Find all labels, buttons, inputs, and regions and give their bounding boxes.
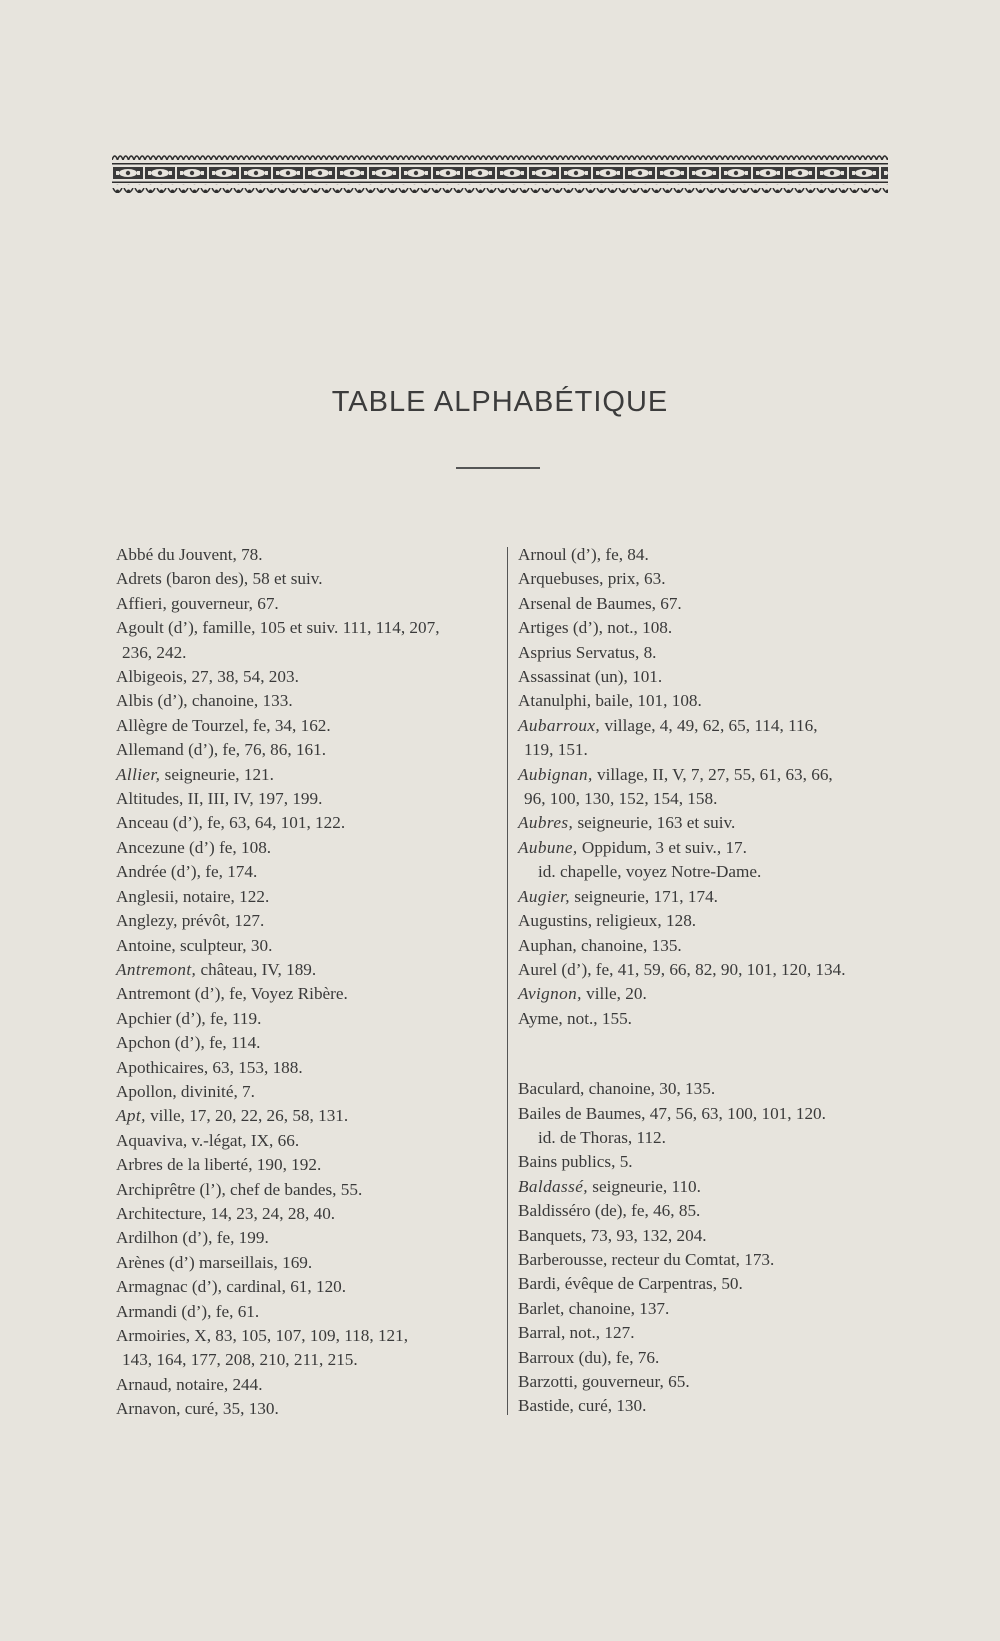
index-entry: [518, 592, 898, 616]
entry-references: ville, 17, 20, 22, 26, 58, 131.: [145, 1106, 349, 1126]
index-entry: [518, 1224, 898, 1248]
letter-gap: [518, 1031, 898, 1077]
entry-heading: Aurel (d’), fe,: [518, 959, 614, 979]
entry-heading: Allier,: [116, 764, 161, 784]
entry-references: 61.: [233, 1301, 260, 1321]
index-entry: [116, 763, 496, 787]
index-entry: [116, 787, 496, 811]
entry-references: 8.: [639, 642, 657, 662]
entry-heading: Apollon, divinité,: [116, 1081, 238, 1101]
entry-heading: Augustins, religieux,: [518, 911, 662, 931]
entry-references: 133.: [258, 691, 293, 711]
index-entry: [116, 1275, 496, 1299]
entry-references: seigneurie, 171, 174.: [569, 886, 718, 906]
entry-references: village, II, V, 7, 27, 55, 61, 63, 66,: [592, 764, 833, 784]
entry-heading: Bains publics,: [518, 1152, 616, 1172]
index-entry: [518, 836, 898, 860]
entry-references: 135.: [647, 935, 682, 955]
entry-references: 137.: [634, 1298, 670, 1318]
index-entry: [518, 1346, 898, 1370]
index-entry: [518, 1248, 898, 1272]
entry-heading: Baculard, chanoine,: [518, 1079, 655, 1099]
entry-heading: Asprius Servatus,: [518, 642, 640, 662]
entry-references: II, III, IV, 197, 199.: [183, 789, 323, 809]
entry-heading: Armagnac (d’), cardinal,: [116, 1277, 286, 1297]
entry-references: 35, 130.: [218, 1399, 279, 1419]
entry-references: 78.: [236, 545, 263, 564]
title-rule: [456, 467, 540, 469]
entry-heading: Armoiries,: [116, 1326, 190, 1345]
entry-heading: Agoult (d’), famille,: [116, 618, 256, 638]
index-entry: [116, 958, 496, 982]
entry-heading: Anglesii, notaire,: [116, 886, 235, 906]
entry-references: 61, 120.: [285, 1277, 347, 1297]
entry-references: 174.: [222, 862, 258, 882]
entry-heading: Arnoul (d’), fe,: [518, 545, 623, 564]
entry-continuation: 236, 242.: [122, 642, 187, 662]
entry-references: 173.: [739, 1249, 775, 1269]
entry-heading: Albis (d’), chanoine,: [116, 691, 259, 711]
entry-heading: Allègre de Tourzel, fe,: [116, 715, 271, 735]
entry-heading: Apt,: [116, 1106, 146, 1126]
entry-references: 130.: [612, 1396, 647, 1416]
index-entry: [518, 1370, 898, 1394]
entry-references: 27, 38, 54, 203.: [187, 667, 299, 687]
index-entry: [518, 885, 898, 909]
entry-heading: Baldassé,: [518, 1176, 588, 1196]
entry-heading: Affieri, gouverneur,: [116, 593, 253, 613]
index-entry: [518, 909, 898, 933]
entry-heading: Archiprêtre (l’), chef de bandes,: [116, 1179, 337, 1199]
index-entry: [116, 567, 496, 591]
entry-continuation: 96, 100, 130, 152, 154, 158.: [524, 789, 718, 809]
entry-heading: Auphan, chanoine,: [518, 935, 648, 955]
entry-references: 101, 108.: [633, 691, 702, 711]
entry-heading: Anglezy, prévôt,: [116, 911, 230, 931]
entry-references: 114.: [226, 1033, 261, 1053]
entry-heading: Bailes de Baumes,: [518, 1103, 646, 1123]
index-entry: [116, 934, 496, 958]
index-entry: [116, 885, 496, 909]
index-entry: [116, 1129, 496, 1153]
entry-heading: Arquebuses, prix,: [518, 569, 640, 589]
index-entry: [116, 1031, 496, 1055]
index-entry: [518, 1126, 898, 1150]
index-entry: [116, 1007, 496, 1031]
entry-references: 50.: [717, 1274, 743, 1294]
entry-heading: Arnavon, curé,: [116, 1399, 219, 1419]
index-entry: [116, 1251, 496, 1275]
entry-references: 155.: [597, 1008, 632, 1028]
index-entry: [518, 714, 898, 763]
entry-references: 199.: [234, 1228, 269, 1248]
entry-heading: Arsenal de Baumes,: [518, 593, 656, 613]
entry-references: 122.: [234, 886, 270, 906]
entry-references: chapelle, voyez Notre-Dame.: [555, 862, 762, 882]
entry-references: 14, 23, 24, 28, 40.: [206, 1203, 336, 1223]
index-entry: [518, 567, 898, 591]
index-entry: [116, 1104, 496, 1128]
entry-references: 34, 162.: [270, 715, 331, 735]
index-entry: [116, 1373, 496, 1397]
entry-heading: Barberousse, recteur du Comtat,: [518, 1249, 740, 1269]
entry-references: Oppidum, 3 et suiv., 17.: [577, 837, 747, 857]
index-entry: [116, 592, 496, 616]
entry-heading: Barzotti, gouverneur,: [518, 1372, 664, 1391]
index-entry: [116, 1080, 496, 1104]
entry-references: 244.: [228, 1374, 263, 1394]
index-entry: [518, 641, 898, 665]
entry-references: seigneurie, 163 et suiv.: [573, 813, 736, 833]
index-entry: [518, 689, 898, 713]
index-entry: [116, 836, 496, 860]
entry-heading: Aquaviva, v.-légat,: [116, 1130, 247, 1150]
index-entry: [518, 1272, 898, 1296]
entry-references: 76, 86, 161.: [240, 740, 327, 760]
entry-heading: Aubres,: [518, 813, 574, 833]
index-entry: [518, 1077, 898, 1101]
entry-references: 105 et suiv. 111, 114, 207,: [255, 618, 440, 638]
entry-heading: Bastide, curé,: [518, 1396, 613, 1416]
index-entry: [518, 1321, 898, 1345]
index-entry: [518, 616, 898, 640]
entry-heading: Avignon,: [518, 984, 582, 1004]
entry-references: seigneurie, 121.: [160, 764, 274, 784]
entry-heading: Barlet, chanoine,: [518, 1298, 635, 1318]
index-entry: [518, 958, 898, 982]
entry-heading: Antremont,: [116, 959, 197, 979]
entry-heading: Ardilhon (d’), fe,: [116, 1228, 235, 1248]
index-entry: [116, 909, 496, 933]
index-entry: [116, 1300, 496, 1324]
entry-heading: Allemand (d’), fe,: [116, 740, 241, 760]
index-entry: [116, 665, 496, 689]
entry-references: 65.: [663, 1372, 690, 1391]
entry-heading: Ancezune (d’) fe,: [116, 837, 237, 857]
entry-references: 127.: [229, 911, 265, 931]
index-entry: [518, 1297, 898, 1321]
index-entry: [518, 1175, 898, 1199]
entry-references: village, 4, 49, 62, 65, 114, 116,: [600, 715, 818, 735]
entry-references: 73, 93, 132, 204.: [586, 1225, 707, 1245]
index-entry: [518, 934, 898, 958]
entry-heading: Adrets (baron des),: [116, 569, 249, 589]
index-entry: [116, 1226, 496, 1250]
entry-heading: Altitudes,: [116, 789, 184, 809]
entry-references: 190, 192.: [252, 1155, 322, 1175]
entry-heading: Aubune,: [518, 837, 578, 857]
index-entry: [116, 689, 496, 713]
decorative-header-band: [112, 152, 888, 196]
entry-heading: Apothicaires,: [116, 1057, 209, 1077]
entry-references: 58 et suiv.: [248, 569, 323, 589]
index-entry: [116, 1178, 496, 1202]
index-entry: [518, 1199, 898, 1223]
entry-heading: Apchon (d’), fe,: [116, 1033, 227, 1053]
entry-heading: Barroux (du), fe,: [518, 1347, 634, 1367]
index-entry: [116, 1397, 496, 1421]
entry-continuation: 143, 164, 177, 208, 210, 211, 215.: [122, 1350, 358, 1370]
entry-references: 84.: [623, 545, 649, 564]
entry-references: 169.: [277, 1252, 313, 1272]
entry-references: 108.: [236, 837, 272, 857]
entry-heading: Bardi, évêque de Carpentras,: [518, 1274, 718, 1294]
index-entry: [518, 1007, 898, 1031]
index-entry: [518, 763, 898, 812]
entry-references: 67.: [252, 593, 279, 613]
index-entry: [518, 860, 898, 884]
entry-references: 76.: [633, 1347, 660, 1367]
entry-heading: Antoine, sculpteur,: [116, 935, 247, 955]
entry-references: 7.: [237, 1081, 255, 1101]
entry-references: 63, 64, 101, 122.: [224, 813, 346, 833]
entry-heading: Assassinat (un),: [518, 667, 628, 687]
entry-heading: Abbé du Jouvent,: [116, 545, 237, 564]
entry-references: château, IV, 189.: [196, 959, 317, 979]
entry-references: seigneurie, 110.: [587, 1176, 701, 1196]
entry-references: 30, 135.: [654, 1079, 716, 1099]
index-group-a: [518, 543, 898, 1031]
entry-references: Voyez Ribère.: [246, 984, 348, 1004]
entry-heading: id.: [538, 862, 556, 882]
entry-references: ville, 20.: [581, 984, 647, 1004]
entry-heading: Aubignan,: [518, 764, 593, 784]
index-entry: [116, 1056, 496, 1080]
entry-heading: Banquets,: [518, 1225, 587, 1245]
index-entry: [116, 714, 496, 738]
entry-references: X, 83, 105, 107, 109, 118, 121,: [190, 1326, 409, 1345]
entry-heading: Aubarroux,: [518, 715, 601, 735]
index-entry: [116, 1324, 496, 1373]
index-entry: [518, 1150, 898, 1174]
index-entry: [116, 860, 496, 884]
index-entry: [116, 982, 496, 1006]
entry-heading: Barral, not.,: [518, 1323, 601, 1343]
entry-heading: id.: [538, 1127, 556, 1147]
entry-heading: Baldisséro (de), fe,: [518, 1201, 649, 1221]
index-entry: [518, 982, 898, 1006]
index-entry: [518, 665, 898, 689]
entry-heading: Albigeois,: [116, 667, 188, 687]
index-entry: [518, 1394, 898, 1418]
entry-heading: Apchier (d’), fe,: [116, 1008, 228, 1028]
entry-references: 5.: [615, 1152, 633, 1172]
index-entry: [116, 811, 496, 835]
index-entry: [116, 616, 496, 665]
index-entry: [518, 811, 898, 835]
entry-references: 63, 153, 188.: [208, 1057, 303, 1077]
entry-references: 63.: [639, 569, 666, 589]
entry-references: 41, 59, 66, 82, 90, 101, 120, 134.: [613, 959, 846, 979]
index-entry: [116, 1202, 496, 1226]
entry-references: 67.: [655, 593, 682, 613]
entry-heading: Arnaud, notaire,: [116, 1374, 229, 1394]
entry-continuation: 119, 151.: [524, 740, 588, 760]
entry-references: 46, 85.: [648, 1201, 701, 1221]
entry-heading: Artiges (d’), not.,: [518, 618, 638, 638]
entry-heading: Armandi (d’), fe,: [116, 1301, 234, 1321]
index-group-b: [518, 1077, 898, 1419]
entry-references: 128.: [661, 911, 697, 931]
entry-references: 30.: [246, 935, 273, 955]
page-title: TABLE ALPHABÉTIQUE: [331, 386, 669, 418]
entry-references: 119.: [227, 1008, 262, 1028]
entry-heading: Arbres de la liberté,: [116, 1155, 253, 1175]
entry-references: 47, 56, 63, 100, 101, 120.: [645, 1103, 826, 1123]
entry-references: 127.: [600, 1323, 635, 1343]
entry-heading: Ayme, not.,: [518, 1008, 598, 1028]
entry-heading: Architecture,: [116, 1203, 207, 1223]
entry-references: IX, 66.: [246, 1130, 300, 1150]
entry-heading: Arènes (d’) marseillais,: [116, 1252, 278, 1272]
index-entry: [116, 543, 496, 567]
entry-references: 101.: [627, 667, 663, 687]
index-column-right: [518, 543, 898, 1419]
entry-heading: Andrée (d’), fe,: [116, 862, 223, 882]
index-entry: [518, 543, 898, 567]
entry-references: de Thoras, 112.: [555, 1127, 666, 1147]
entry-references: 55.: [336, 1179, 363, 1199]
column-divider: [507, 547, 508, 1415]
entry-heading: Antremont (d’), fe,: [116, 984, 247, 1004]
entry-heading: Augier,: [518, 886, 570, 906]
index-entry: [116, 738, 496, 762]
entry-heading: Atanulphi, baile,: [518, 691, 634, 711]
index-entry: [518, 1102, 898, 1126]
index-entry: [116, 1153, 496, 1177]
index-column-left: [116, 543, 496, 1422]
entry-heading: Anceau (d’), fe,: [116, 813, 225, 833]
entry-references: 108.: [637, 618, 673, 638]
